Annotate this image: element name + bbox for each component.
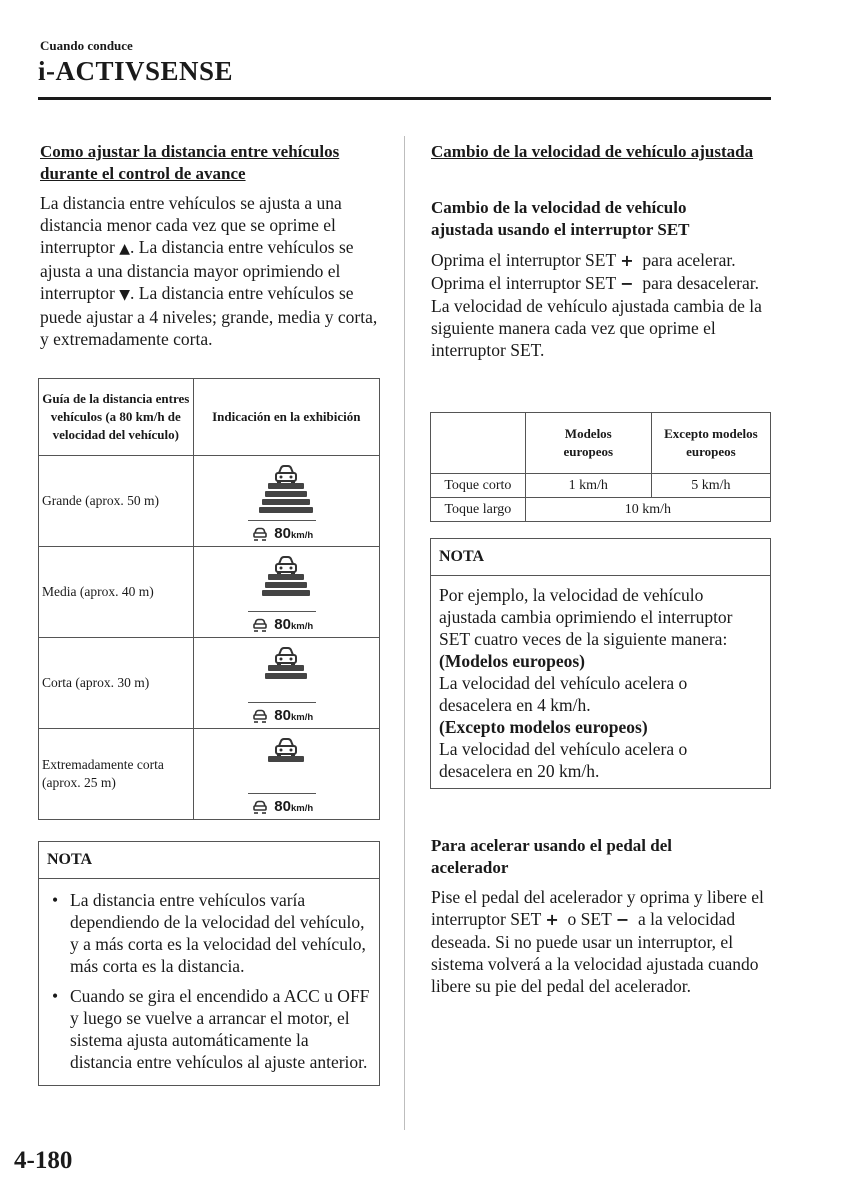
minus-icon: − bbox=[620, 274, 634, 293]
display-speed: 80 bbox=[274, 798, 291, 815]
right-subheading-2: Para acelerar usando el pedal del acelerador bbox=[431, 836, 672, 877]
right-heading: Cambio de la velocidad de vehículo ajustada bbox=[431, 142, 754, 161]
note-text-except: La velocidad del vehículo acelera o desacelera en 20 km/h. bbox=[439, 739, 688, 781]
distance-label-corta: Corta (aprox. 30 m) bbox=[39, 638, 194, 729]
distance-indicator bbox=[193, 456, 379, 547]
distance-label-extremadamente-corta: Extremadamente corta (aprox. 25 m) bbox=[39, 729, 194, 820]
display-speed: 80 bbox=[274, 525, 291, 542]
speed-table-header-except: Excepto modelos europeos bbox=[651, 413, 770, 474]
page-number: 4-180 bbox=[14, 1147, 73, 1174]
cruise-control-icon bbox=[252, 800, 268, 817]
right-note-box bbox=[430, 538, 771, 789]
table-row bbox=[431, 498, 771, 522]
left-paragraph-part1: La distancia entre vehículos se ajusta a una distancia menor cada vez que se oprime el interruptor bbox=[40, 193, 342, 257]
up-triangle-icon: ▲ bbox=[119, 241, 130, 257]
cruise-control-icon bbox=[252, 709, 268, 726]
cruise-control-icon bbox=[252, 527, 268, 544]
distance-bar bbox=[259, 507, 313, 513]
distance-bar bbox=[268, 574, 304, 580]
distance-indicator bbox=[193, 729, 379, 820]
table-row bbox=[431, 474, 771, 498]
distance-table bbox=[38, 378, 380, 820]
distance-label-grande: Grande (aprox. 50 m) bbox=[39, 456, 194, 547]
distance-bar bbox=[265, 491, 307, 497]
right-paragraph-b1: Oprima el interruptor SET bbox=[431, 273, 616, 293]
column-divider bbox=[404, 136, 405, 1130]
speed-row-long-value: 10 km/h bbox=[525, 498, 770, 522]
right-paragraph-a2: para acelerar. bbox=[642, 250, 736, 270]
distance-indicator bbox=[193, 547, 379, 638]
display-divider bbox=[248, 520, 316, 521]
speed-display bbox=[252, 525, 313, 544]
down-triangle-icon: ▼ bbox=[119, 287, 130, 303]
distance-bar bbox=[268, 756, 304, 762]
note-bold-europe: (Modelos europeos) bbox=[439, 651, 585, 671]
right-paragraph2-t1: Pise el pedal del acelerador y oprima y libere el interruptor SET bbox=[431, 887, 764, 929]
right-paragraph2-t3: a la velocidad deseada. Si no puede usar un interruptor, el sistema volverá a la velocidad ajustada cuando libere su pie del pedal del acelerador. bbox=[431, 909, 759, 996]
display-unit: km/h bbox=[290, 712, 314, 723]
right-paragraph-2 bbox=[431, 886, 771, 997]
note-bullet: • Cuando se gira el encendido a ACC u OFF y luego se vuelve a arrancar el motor, el sistema ajusta automáticamente la distancia entre vehículos al ajuste anterior. bbox=[47, 985, 371, 1073]
right-paragraph bbox=[431, 249, 771, 361]
right-paragraph-b2: para desacelerar. bbox=[642, 273, 759, 293]
table-row bbox=[39, 456, 380, 547]
note-title: NOTA bbox=[431, 539, 770, 576]
distance-table-header-display: Indicación en la exhibición bbox=[193, 379, 379, 456]
speed-display bbox=[252, 707, 313, 726]
distance-bar bbox=[265, 582, 307, 588]
right-paragraph-a1: Oprima el interruptor SET bbox=[431, 250, 616, 270]
display-unit: km/h bbox=[290, 803, 314, 814]
note-bold-except: (Excepto modelos europeos) bbox=[439, 717, 648, 737]
table-row bbox=[39, 638, 380, 729]
plus-icon: + bbox=[620, 251, 634, 270]
speed-row-long-label: Toque largo bbox=[431, 498, 526, 522]
note-title: NOTA bbox=[39, 842, 379, 879]
display-unit: km/h bbox=[290, 530, 314, 541]
speed-table-header-europe: Modelos europeos bbox=[525, 413, 651, 474]
display-divider bbox=[248, 793, 316, 794]
distance-bar bbox=[262, 590, 310, 596]
left-note-box bbox=[38, 841, 380, 1086]
note-text-europe: La velocidad del vehículo acelera o desacelera en 4 km/h. bbox=[439, 673, 688, 715]
table-row bbox=[39, 729, 380, 820]
speed-row-short-except: 5 km/h bbox=[651, 474, 770, 498]
distance-table-header-guide: Guía de la distancia entres vehículos (a 80 km/h de velocidad del vehículo) bbox=[39, 379, 194, 456]
distance-bar bbox=[265, 673, 307, 679]
speed-row-short-europe: 1 km/h bbox=[525, 474, 651, 498]
note-intro: Por ejemplo, la velocidad de vehículo ajustada cambia oprimiendo el interruptor SET cuatro veces de la siguiente manera: bbox=[439, 585, 733, 649]
left-paragraph-part3: . La distancia entre vehículos se puede ajustar a 4 niveles; grande, media y corta, y extremadamente corta. bbox=[40, 283, 378, 349]
right-subheading: Cambio de la velocidad de vehículo ajustada usando el interruptor SET bbox=[431, 198, 690, 239]
speed-table bbox=[430, 412, 771, 522]
speed-table-header-blank bbox=[431, 413, 526, 474]
plus-icon: + bbox=[545, 910, 559, 929]
distance-bar bbox=[268, 483, 304, 489]
display-speed: 80 bbox=[274, 616, 291, 633]
left-heading: Como ajustar la distancia entre vehículos durante el control de avance bbox=[40, 142, 340, 183]
table-row bbox=[39, 547, 380, 638]
distance-bar bbox=[268, 665, 304, 671]
display-divider bbox=[248, 611, 316, 612]
distance-label-media: Media (aprox. 40 m) bbox=[39, 547, 194, 638]
header-rule bbox=[38, 97, 771, 100]
note-bullet: • La distancia entre vehículos varía dependiendo de la velocidad del vehículo, y a más corta es la velocidad del vehículo, más corta es la distancia. bbox=[47, 889, 371, 977]
left-paragraph-part2: . La distancia entre vehículos se ajusta a una distancia mayor oprimiendo el interruptor bbox=[40, 237, 354, 303]
speed-display bbox=[252, 798, 313, 817]
speed-display bbox=[252, 616, 313, 635]
speed-row-short-label: Toque corto bbox=[431, 474, 526, 498]
minus-icon: − bbox=[615, 910, 630, 929]
display-unit: km/h bbox=[290, 621, 314, 632]
chapter-title: i-ACTIVSENSE bbox=[38, 56, 234, 86]
distance-bar bbox=[262, 499, 310, 505]
display-divider bbox=[248, 702, 316, 703]
cruise-control-icon bbox=[252, 618, 268, 635]
section-title: Cuando conduce bbox=[40, 38, 133, 53]
right-paragraph-c: La velocidad de vehículo ajustada cambia de la siguiente manera cada vez que oprime el interruptor SET. bbox=[431, 296, 762, 360]
right-paragraph2-t2: o SET bbox=[567, 909, 612, 929]
display-speed: 80 bbox=[274, 707, 291, 724]
distance-indicator bbox=[193, 638, 379, 729]
left-paragraph bbox=[40, 192, 378, 350]
